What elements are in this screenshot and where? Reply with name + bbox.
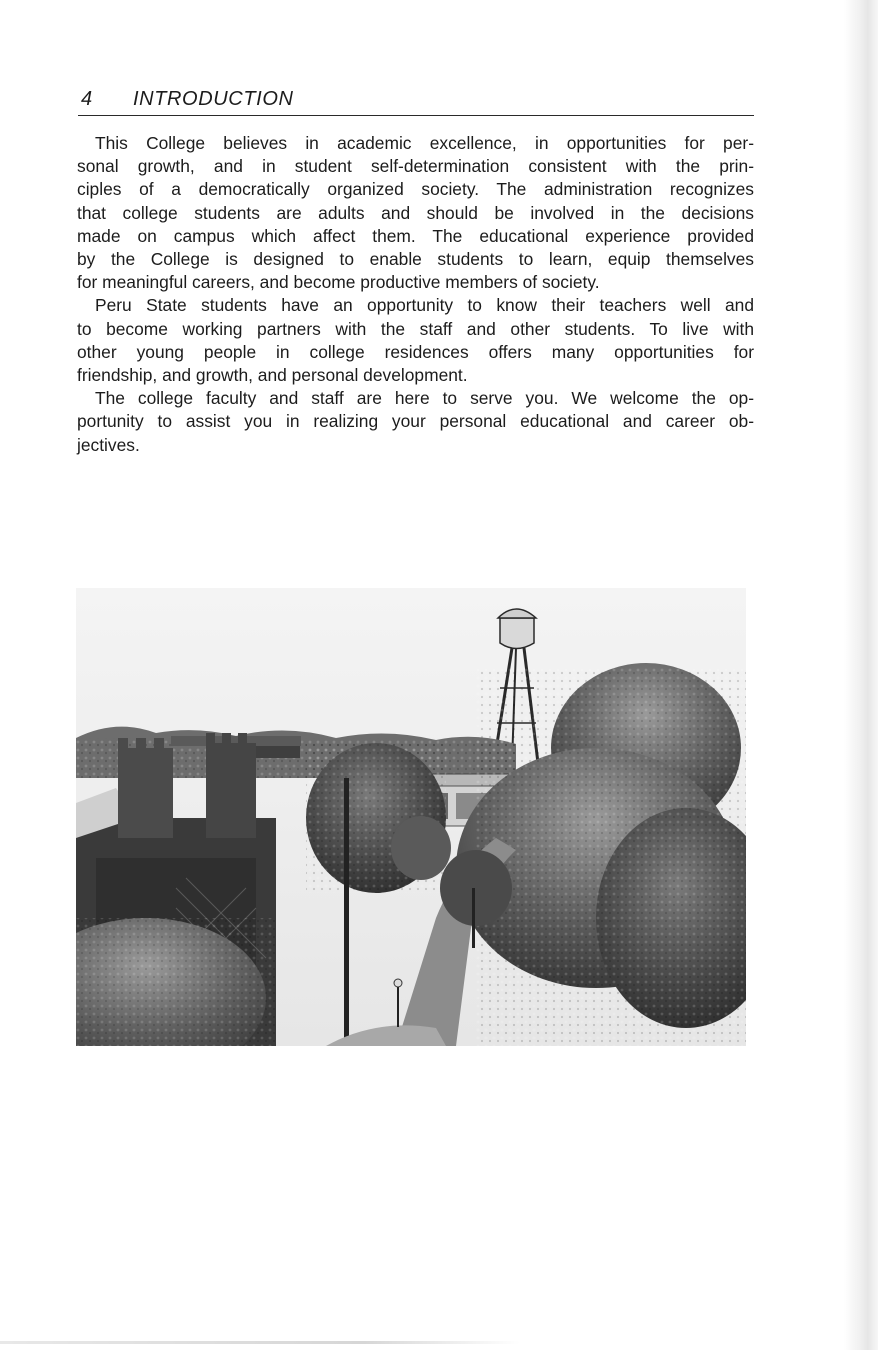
paragraph-1 — [77, 132, 754, 294]
text-line: Peru State students have an opportunity to know their teachers well and — [95, 295, 754, 316]
text-line: friendship, and growth, and personal development. — [77, 365, 468, 386]
paragraph-3 — [77, 387, 754, 457]
text-line: made on campus which affect them. The educational experience provided — [77, 225, 754, 246]
text-line: ciples of a democratically organized society. The administration recognizes — [77, 179, 754, 200]
page-bottom-shadow — [0, 1341, 520, 1344]
body-text — [77, 132, 754, 457]
text-line: sonal growth, and in student self-determination consistent with the prin- — [77, 156, 754, 177]
text-line: portunity to assist you in realizing your personal educational and career ob- — [77, 411, 754, 432]
running-header — [78, 88, 754, 114]
campus-photo-icon — [76, 588, 746, 1046]
text-line: that college students are adults and should be involved in the decisions — [77, 202, 754, 223]
campus-photo — [76, 588, 746, 1046]
text-line: other young people in college residences offers many opportunities for — [77, 341, 754, 362]
text-line: by the College is designed to enable students to learn, equip themselves — [77, 249, 754, 270]
paragraph-2 — [77, 294, 754, 387]
header-rule — [78, 115, 754, 116]
text-line: for meaningful careers, and become productive members of society. — [77, 272, 600, 293]
text-line: This College believes in academic excellence, in opportunities for per- — [95, 133, 754, 153]
page-number: 4 — [81, 88, 93, 110]
section-title: INTRODUCTION — [133, 88, 294, 110]
page-edge-shadow — [844, 0, 878, 1350]
text-line: to become working partners with the staff and other students. To live with — [77, 318, 754, 339]
text-line: jectives. — [77, 434, 140, 455]
text-line: The college faculty and staff are here to serve you. We welcome the op- — [95, 388, 754, 409]
